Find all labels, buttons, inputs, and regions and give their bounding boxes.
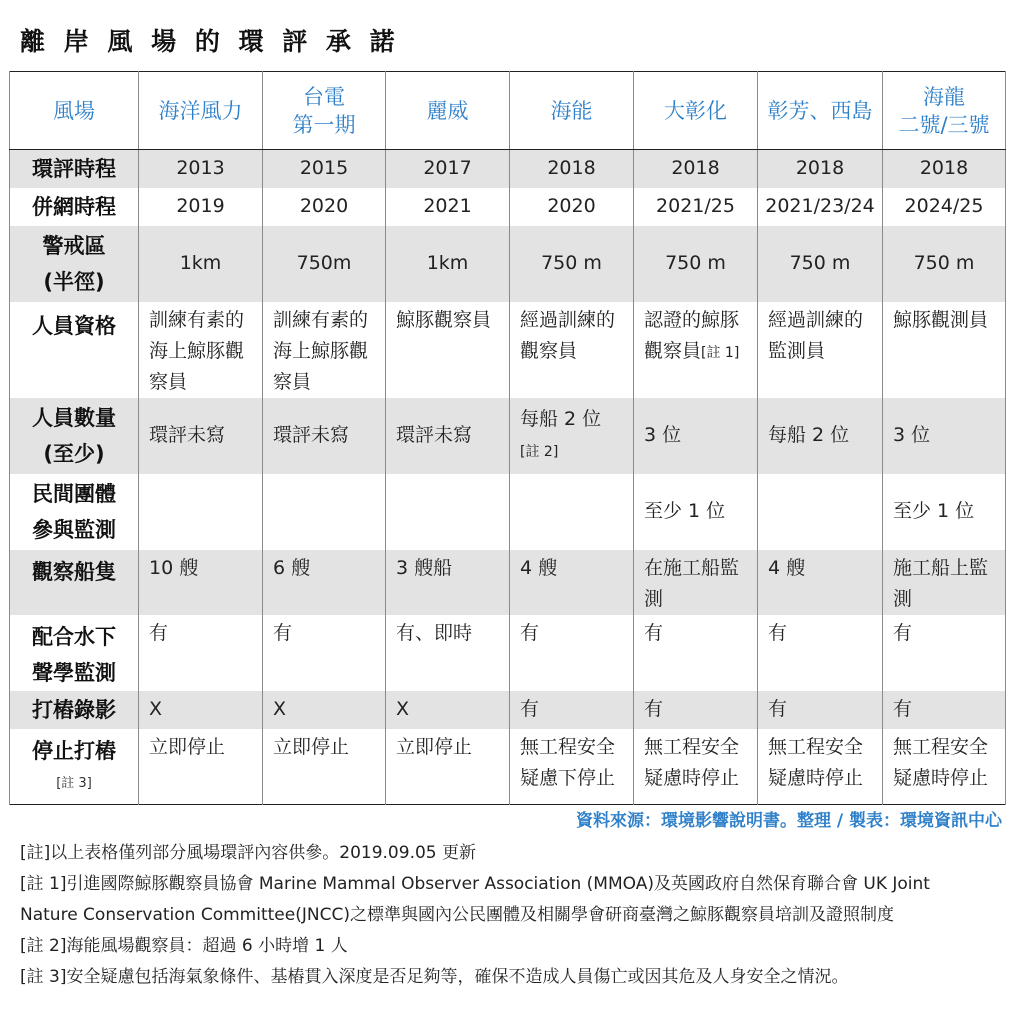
- table-cell: 2015: [263, 150, 386, 188]
- cell-line: 4 艘: [520, 556, 558, 579]
- table-cell: 有: [139, 615, 263, 691]
- table-cell: 2018: [883, 150, 1006, 188]
- cell-line: 3 艘船: [396, 556, 453, 579]
- header-col-5: [634, 72, 758, 150]
- row-label: 環評時程: [10, 150, 139, 188]
- row-label: [10, 615, 139, 691]
- cell-line: 觀察員: [520, 339, 578, 362]
- cell-line: 鯨豚觀察員: [396, 308, 492, 331]
- table-cell: 2020: [263, 188, 386, 226]
- row-civil-monitoring: [10, 474, 1006, 550]
- page-title: 離 岸 風 場 的 環 評 承 諾: [20, 27, 400, 56]
- cell-line: 認證的鯨豚: [644, 308, 740, 331]
- cell-line: 無工程安全: [520, 735, 616, 758]
- row-label: [10, 729, 139, 805]
- row-eia-time: [10, 150, 1006, 188]
- table-cell: [386, 302, 510, 398]
- table-cell: 環評未寫: [263, 398, 386, 474]
- table-cell: 2020: [510, 188, 634, 226]
- table-cell: 3 位: [634, 398, 758, 474]
- cell-line: 6 艘: [273, 556, 311, 579]
- table-cell: [758, 729, 883, 805]
- row-label: 觀察船隻: [10, 550, 139, 615]
- cell-line: 在施工船監: [644, 556, 740, 579]
- footnote-ref: [註 3]: [56, 775, 92, 791]
- table-cell: [386, 729, 510, 805]
- footnote-1-line2: Nature Conservation Committee(JNCC)之標準與國內公民團體及相關學會研商臺灣之鯨豚觀察員培訓及證照制度: [20, 905, 894, 925]
- cell-line: 每船 2 位: [520, 407, 602, 430]
- table-cell: 2013: [139, 150, 263, 188]
- source-credit: 資料來源：環境影響說明書。整理 / 製表：環境資訊中心: [575, 811, 1002, 831]
- cell-line: 立即停止: [396, 735, 473, 758]
- row-qualification: [10, 302, 1006, 398]
- table-cell: [510, 302, 634, 398]
- table-cell: 2018: [758, 150, 883, 188]
- table-cell: 有、即時: [386, 615, 510, 691]
- table-cell: 2018: [510, 150, 634, 188]
- table-cell: 環評未寫: [386, 398, 510, 474]
- table-cell: [883, 302, 1006, 398]
- row-label-line1: 警戒區: [42, 234, 106, 258]
- footnote-2: [註 2]海能風場觀察員：超過 6 小時增 1 人: [20, 936, 348, 956]
- header-col-7: [883, 72, 1006, 150]
- table-cell: 2017: [386, 150, 510, 188]
- header-col-3: [386, 72, 510, 150]
- footnote-ref: [註 1]: [701, 344, 740, 361]
- table-cell: [634, 550, 758, 615]
- row-label: [10, 398, 139, 474]
- table-cell: 750 m: [510, 226, 634, 302]
- table-cell: 2021: [386, 188, 510, 226]
- cell-line: 經過訓練的: [520, 308, 616, 331]
- table-cell: 2021/25: [634, 188, 758, 226]
- cell-line: 訓練有素的: [149, 308, 245, 331]
- row-label-line1: 配合水下: [32, 624, 116, 649]
- row-label-line1: 民間團體: [32, 482, 116, 506]
- row-staff-count: [10, 398, 1006, 474]
- table-cell: 有: [883, 691, 1006, 729]
- cell-line: 立即停止: [273, 735, 350, 758]
- table-cell: 至少 1 位: [883, 474, 1006, 550]
- header-col-4-name: 海能: [550, 98, 593, 123]
- cell-line: 訓練有素的: [273, 308, 369, 331]
- table-cell: [510, 398, 634, 474]
- table-cell: 環評未寫: [139, 398, 263, 474]
- footnote-ref: [註 2]: [520, 443, 559, 460]
- table-cell: 有: [634, 615, 758, 691]
- footnote-3: [註 3]安全疑慮包括海氣象條件、基樁貫入深度是否足夠等，確保不造成人員傷亡或因其危及人身安全之情況。: [20, 967, 849, 987]
- table-cell: X: [386, 691, 510, 729]
- table-cell: [139, 474, 263, 550]
- cell-line: 疑慮時停止: [893, 766, 989, 789]
- commitments-table: [9, 71, 1006, 805]
- header-col-4: [510, 72, 634, 150]
- header-col-3-name: 麗威: [426, 98, 469, 123]
- table-cell: [634, 729, 758, 805]
- cell-line: 測: [644, 587, 664, 610]
- cell-line: 疑慮下停止: [520, 766, 616, 789]
- table-cell: [758, 474, 883, 550]
- cell-line: 疑慮時停止: [768, 766, 864, 789]
- table-cell: 有: [634, 691, 758, 729]
- table-cell: X: [139, 691, 263, 729]
- cell-line: 立即停止: [149, 735, 226, 758]
- row-label: 打樁錄影: [10, 691, 139, 729]
- table-cell: 1km: [139, 226, 263, 302]
- table-cell: 2019: [139, 188, 263, 226]
- cell-line: 施工船上監: [893, 556, 989, 579]
- footnote-1-line1: [註 1]引進國際鯨豚觀察員協會 Marine Mammal Observer Association (MMOA)及英國政府自然保育聯合會 UK Joint: [20, 874, 930, 894]
- row-alert-zone: [10, 226, 1006, 302]
- cell-line: 海上鯨豚觀: [149, 339, 245, 362]
- header-col-6: [758, 72, 883, 150]
- table-cell: [263, 550, 386, 615]
- table-cell: [139, 729, 263, 805]
- cell-line: 10 艘: [149, 556, 199, 579]
- row-label-line2: (半徑): [43, 270, 105, 294]
- table-cell: 2018: [634, 150, 758, 188]
- table-cell: 有: [510, 615, 634, 691]
- table-cell: [883, 729, 1006, 805]
- row-label-line1: 停止打樁: [32, 738, 116, 763]
- table-cell: 有: [758, 691, 883, 729]
- row-vessels: [10, 550, 1006, 615]
- table-cell: [758, 550, 883, 615]
- cell-line: 察員: [273, 370, 312, 393]
- header-col-2: [263, 72, 386, 150]
- cell-line: 疑慮時停止: [644, 766, 740, 789]
- header-col-2-name-2: 第一期: [292, 112, 356, 137]
- cell-line: 察員: [149, 370, 188, 393]
- row-label: [10, 226, 139, 302]
- header-col-5-name: 大彰化: [664, 98, 727, 123]
- table-cell: 有: [758, 615, 883, 691]
- cell-line: 無工程安全: [893, 735, 989, 758]
- table-cell: 至少 1 位: [634, 474, 758, 550]
- cell-line: 海上鯨豚觀: [273, 339, 369, 362]
- table-cell: 有: [263, 615, 386, 691]
- table-cell: 750 m: [883, 226, 1006, 302]
- table-cell: 750 m: [634, 226, 758, 302]
- header-corner: 風場: [10, 72, 139, 150]
- row-label-line2: 參與監測: [32, 518, 116, 542]
- table-cell: 750m: [263, 226, 386, 302]
- row-label-line2: 聲學監測: [32, 660, 116, 685]
- table-cell: [139, 550, 263, 615]
- table-cell: [386, 550, 510, 615]
- table-cell: [634, 302, 758, 398]
- row-grid-time: [10, 188, 1006, 226]
- table-cell: [386, 474, 510, 550]
- cell-line: 經過訓練的: [768, 308, 864, 331]
- footnote-general: [註]以上表格僅列部分風場環評內容供參。2019.09.05 更新: [20, 843, 477, 863]
- table-cell: [263, 729, 386, 805]
- header-col-7-name: 海龍: [923, 84, 965, 109]
- cell-line: 4 艘: [768, 556, 806, 579]
- table-cell: [263, 302, 386, 398]
- row-acoustic: [10, 615, 1006, 691]
- table-cell: 2021/23/24: [758, 188, 883, 226]
- footnotes: [20, 838, 1010, 993]
- cell-line: 監測員: [768, 339, 826, 362]
- header-col-7-name-2: 二號/三號: [898, 112, 990, 137]
- table-cell: 2024/25: [883, 188, 1006, 226]
- table-cell: X: [263, 691, 386, 729]
- table-cell: [139, 302, 263, 398]
- cell-line: 觀察員: [644, 339, 702, 362]
- table-cell: 有: [883, 615, 1006, 691]
- row-stop-piling: [10, 729, 1006, 805]
- table-cell: 3 位: [883, 398, 1006, 474]
- table-cell: 每船 2 位: [758, 398, 883, 474]
- row-label: 併網時程: [10, 188, 139, 226]
- header-col-2-name: 台電: [303, 84, 345, 109]
- table-cell: [510, 729, 634, 805]
- table-cell: 1km: [386, 226, 510, 302]
- row-label-line1: 人員數量: [32, 406, 116, 430]
- cell-line: 無工程安全: [644, 735, 740, 758]
- table-cell: [510, 550, 634, 615]
- header-col-1: [139, 72, 263, 150]
- table-cell: [510, 474, 634, 550]
- cell-line: 鯨豚觀測員: [893, 308, 989, 331]
- row-piling-video: [10, 691, 1006, 729]
- header-col-6-name: 彰芳、西島: [767, 98, 873, 123]
- row-label: 人員資格: [10, 302, 139, 398]
- table-cell: 有: [510, 691, 634, 729]
- header-row: [10, 72, 1006, 150]
- table-cell: [758, 302, 883, 398]
- cell-line: 無工程安全: [768, 735, 864, 758]
- row-label: [10, 474, 139, 550]
- row-label-line2: (至少): [43, 442, 105, 466]
- table-cell: 750 m: [758, 226, 883, 302]
- table-cell: [883, 550, 1006, 615]
- table-cell: [263, 474, 386, 550]
- cell-line: 測: [893, 587, 913, 610]
- header-col-1-name: 海洋風力: [158, 98, 243, 123]
